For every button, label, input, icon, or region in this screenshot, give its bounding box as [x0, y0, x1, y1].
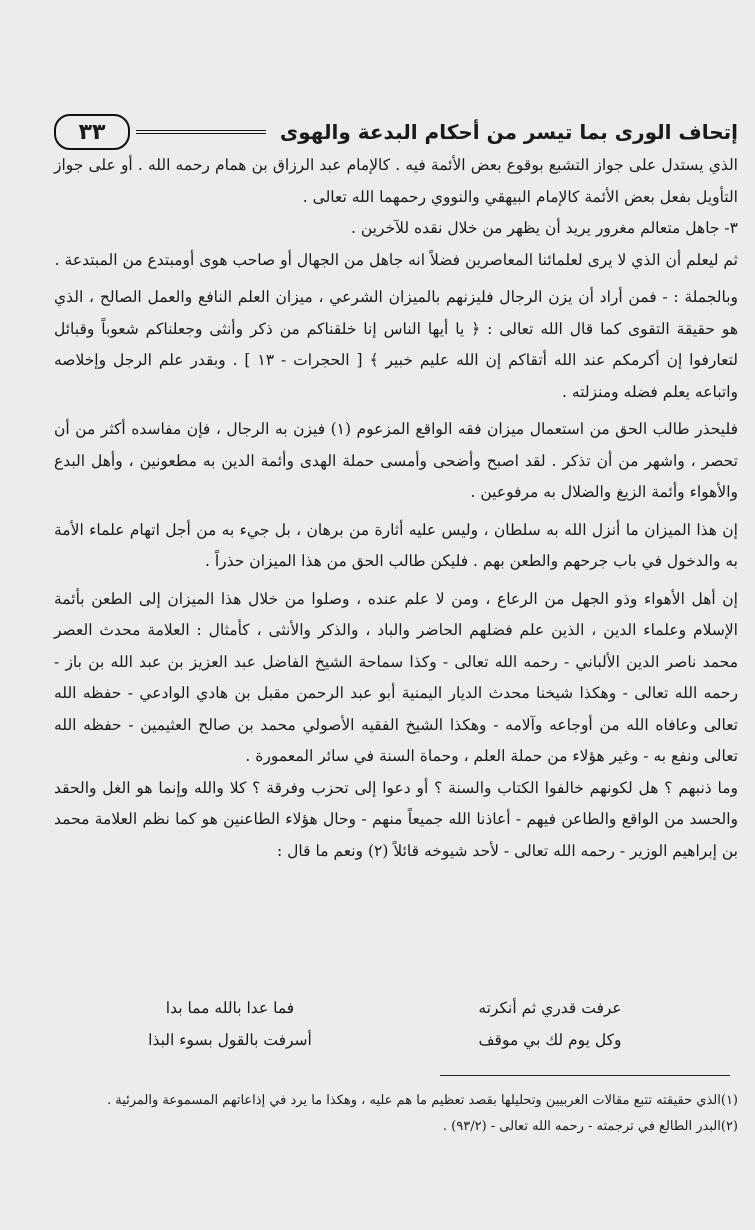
- verse-first-hemistich: عرفت قدري ثم أنكرته: [478, 999, 622, 1017]
- verse-second-hemistich: أسرفت بالقول بسوء البذا: [148, 1031, 312, 1049]
- footnote: (٢)البدر الطالع في ترجمته - رحمه الله تعالى - (٩٣/٢) .: [442, 1119, 738, 1134]
- poem-verse: [110, 1024, 670, 1056]
- footnote-divider: [440, 1075, 730, 1076]
- paragraph: وبالجملة : - فمن أراد أن يزن الرجال فليزنهم بالميزان الشرعي ، ميزان العلم النافع والعمل الصالح ، الذي هو حقيقة التقوى كما قال الله تعالى : ﴿ يا أيها الناس إنا خلقناكم من ذكر وأنثى وجعلناكم شعوباً وقبائل لتعارفوا إن أكرمكم عند الله أتقاكم إن الله عليم خبير ﴾ [ الحجرات - ١٣ ] . وبقدر علم الرجل وإخلاصه واتباعه يعلم فضله ومنزلته .: [54, 288, 738, 401]
- footnotes: [54, 1088, 738, 1140]
- running-title: إتحاف الورى بما تيسر من أحكام البدعة والهوى: [279, 120, 738, 144]
- page-number: ٣٣: [54, 114, 130, 150]
- paragraph: وما ذنبهم ؟ هل لكونهم خالفوا الكتاب والسنة ؟ أو دعوا إلى تحزب وفرقة ؟ كلا والله وإنما هو الغل والحقد والحسد من الواقع والطاعن فيهم - أعاذنا الله جميعاً منهم - وحال هؤلاء الطاعنين هو كما نظم العلامة محمد بن إبراهيم الوزير - رحمه الله تعالى - لأحد شيوخه قائلاً (٢) ونعم ما قال :: [54, 778, 738, 860]
- verse-first-hemistich: وكل يوم لك بي موقف: [478, 1031, 622, 1049]
- header-rule: [136, 130, 266, 134]
- paragraph: ٣- جاهل متعالم مغرور يريد أن يظهر من خلال نقده للآخرين .: [351, 219, 738, 237]
- verse-second-hemistich: فما عدا بالله مما بدا: [165, 999, 295, 1017]
- main-text: [54, 150, 738, 867]
- paragraph: فليحذر طالب الحق من استعمال ميزان فقه الواقع المزعوم (١) فيزن به الرجال ، فإن مفاسده أكثر من أن تحصر ، واشهر من أن تذكر . لقد اصبح وأضحى وأمسى حملة الهدى وأئمة الدين به مطعونين ، وأهل البدع والأهواء وأئمة الزيغ والضلال به مرفوعين .: [54, 420, 738, 501]
- paragraph: إن هذا الميزان ما أنزل الله به سلطان ، وليس عليه أثارة من برهان ، بل جيء به من أجل اتهام علماء الأمة به والدخول في باب جرحهم والطعن بهم . فليكن طالب الحق من هذا الميزان حذراً .: [54, 520, 738, 570]
- page-header: [54, 112, 738, 152]
- paragraph: ثم ليعلم أن الذي لا يرى لعلمائنا المعاصرين فضلاً انه جاهل من الجهال أو صاحب هوى أومبتدع من المبتدعة .: [54, 250, 738, 269]
- paragraph: إن أهل الأهواء وذو الجهل من الرعاع ، ومن لا علم عنده ، وصلوا من خلال هذا الميزان إلى الطعن بأئمة الإسلام وعلماء الدين ، الذين علم فضلهم الحاضر والباد ، والذكر والأنثى ، كأمثال : العلامة محدث العصر محمد ناصر الدين الألباني - رحمه الله تعالى - وكذا سماحة الشيخ الفاضل عبد العزيز بن عبد الله بن باز - رحمه الله تعالى - وهكذا شيخنا محدث الديار اليمنية أبو عبد الرحمن مقبل بن هادي الوادعي - حفظه الله تعالى وعافاه الله من أوجاعه وآلامه - وهكذا الشيخ الفقيه الأصولي محمد بن صالح العثيمين - حفظه الله تعالى ونفع به - وغير هؤلاء من حملة العلم ، وحماة السنة في سائر المعمورة .: [54, 589, 738, 765]
- poem: [110, 992, 670, 1056]
- poem-verse: [110, 992, 670, 1024]
- footnote: (١)الذي حقيقته تتبع مقالات الغربيين وتحليلها بقصد تعظيم ما هم عليه ، وهكذا ما يرد في إذاعاتهم المسموعة والمرئية .: [106, 1093, 738, 1108]
- paragraph: الذي يستدل على جواز التشبع بوقوع بعض الأئمة فيه . كالإمام عبد الرزاق بن همام رحمه الله . أو على جواز التأويل بفعل بعض الأئمة كالإمام البيهقي والنووي رحمهما الله تعالى .: [54, 156, 738, 206]
